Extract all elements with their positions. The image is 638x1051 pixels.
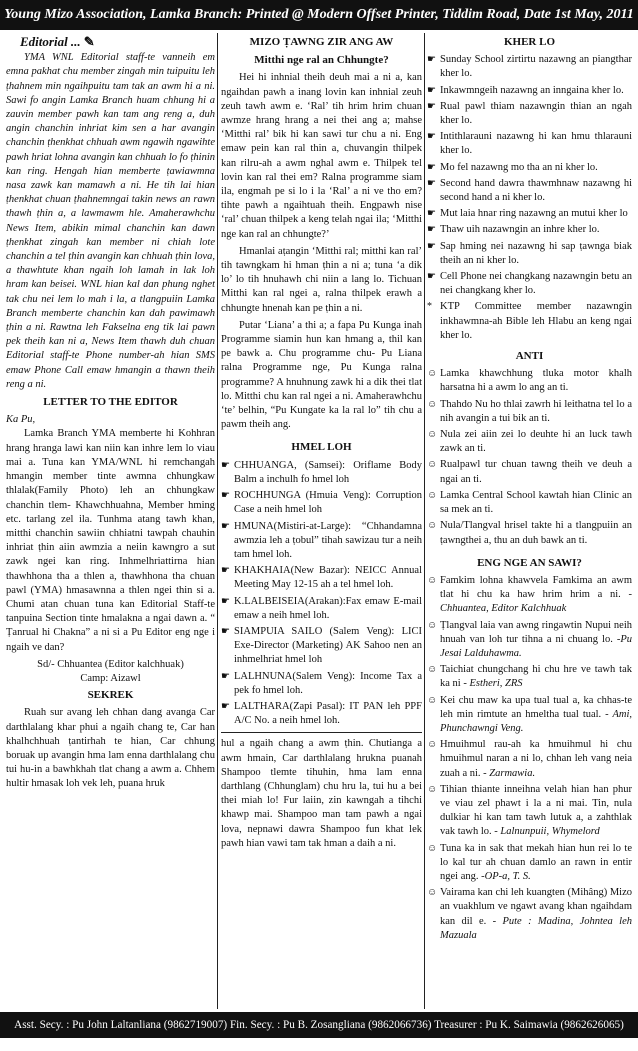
letter-title: LETTER TO THE EDITOR: [43, 396, 178, 409]
list-item: ☛ Sunday School zirtirtu nazawng an piangthar kher lo.: [427, 53, 632, 81]
list-item: ☛ K.LALBEISEIA(Arakan):Fax emaw E-mail emaw a neih hmel loh.: [221, 595, 422, 623]
smiley-icon: ☺: [427, 489, 438, 501]
smiley-icon: ☺: [427, 520, 438, 532]
list-item: ☺ Nula/Tlangval hrisel takte hi a tlangpuiin an ṭawngthei a, thu an duh bawk an ti.: [427, 519, 632, 547]
smiley-icon: ☺: [427, 574, 438, 586]
sekrek-body: Ruah sur avang leh chhan dang avanga Car darthlalang khar phui a ngaih chang te, Car han khalhchhuah ṭantirhah te hian, Car chhung boruak up avangin hma lam enna darthlalang chu tui hu-in a bawhkhah tlat chang a awm a. Chhem hultir hmasak loh vek leh, puana hruk: [6, 707, 215, 790]
masthead-text: Young Mizo Association, Lamka Branch: Printed @ Modern Offset Printer, Tiddim Road, Date 1st May, 2011: [4, 7, 634, 22]
pointer-icon: ☛: [221, 700, 230, 712]
list-item: ☺ Famkim lohna khawvela Famkima an awm tlat hi chu ka haw hrim hrim a ni. -Chhuantea, Editor Kalchhuak: [427, 574, 632, 617]
column-middle: [221, 33, 422, 1009]
sekrek-title: SEKREK: [87, 689, 134, 702]
mizo-tawng-paragraph: Hmanlai aṭangin ‘Mitthi ral; mitthi kan ral’ tih tawngkam hi hman ṭhin a ni a; tuna ‘a dik lo’ lo tih hnuhawh chi niin a lang lo. Tichuan Mitthi kan ral ngei a, ralna thilpek erawh a chhungte hnenah kan pe ṭhin a ni.: [221, 245, 422, 314]
pointer-icon: ☛: [221, 565, 230, 577]
list-item: ☺ Vairama kan chi leh kuangten (Mihâng) Mizo an vuakhlum ve ngawt avang khan ngaihdam kan dil e. - Pute : Madina, Johntea leh Mazuala: [427, 886, 632, 943]
column-left: [6, 33, 215, 1009]
anti-list: [427, 367, 632, 547]
list-item: ☛ Second hand dawra thawmhnaw nazawng hi second hand a ni kher lo.: [427, 177, 632, 205]
list-item: ☛ Intithlarauni nazawng hi kan hmu thlarauni kher lo.: [427, 130, 632, 158]
list-item: ☺ Lamka khawchhung tluka motor khalh harsatna hi a awm lo ang an ti.: [427, 367, 632, 395]
letter-salutation: Ka Pu,: [6, 414, 36, 426]
list-item: ☺ Kei chu maw ka upa tual tual a, ka chhas-te leh min rimtute an hmeltha tual tual. - Ami, Phunchawngi Veng.: [427, 694, 632, 737]
footer-text: Asst. Secy. : Pu John Laltanliana (9862719007) Fin. Secy. : Pu B. Zosangliana (9862066736) Treasurer : Pu K. Saimawia (9862626065): [14, 1019, 624, 1031]
list-item: ☛ Inkawmngeih nazawng an inngaina kher lo.: [427, 84, 632, 98]
list-item: ☺ Rualpawl tur chuan tawng theih ve deuh a ngai an ti.: [427, 458, 632, 486]
list-item: ☺ Hmuihmul rau-ah ka hmuihmul hi chu hmuihmul naran a ni lo, chhan leh vang neia zuah a ni. - Zarmawia.: [427, 738, 632, 781]
pointer-icon: ☛: [427, 84, 436, 96]
smiley-icon: ☺: [427, 398, 438, 410]
list-item: ☛ Thaw uih nazawngin an inhre kher lo.: [427, 223, 632, 237]
column-divider: [424, 33, 425, 1009]
smiley-icon: ☺: [427, 842, 438, 854]
list-item: ☛ ROCHHUNGA (Hmuia Veng): Corruption Case a neih hmel loh: [221, 489, 422, 517]
smiley-icon: ☺: [427, 694, 438, 706]
eng-nge-list: [427, 574, 632, 943]
eng-nge-title: ENG NGE AN SAWI?: [477, 556, 582, 569]
mizo-tawng-paragraph: Hei hi inhnial theih deuh mai a ni a, kan ngaihdan pawh a inang lovin kan inhnial zeuh zeuh tawh awm e. ‘Ral’ tih hrim hrim chuan awmze hrang hrang a nei thei ang a; mahse ‘Mitthi ral’ bik hi kan sawi tur chu a ni. Eng emaw pein kan ral thin a, chuvangin thilpek kan rilru-ah a awm nghal awm e. Thilpek tel lovin kan ral thei em? Ralna programme siam ila, engmah pe si lo i la ‘Ral’ a ni ve tho em? tihte pawh a ngaihtuah theih. Engpawh nise ‘ral’ chuan thilpek a keng telah ngai ila; ‘Mitthi nge kan ral an chhungte?’: [221, 72, 422, 240]
list-item: ☛ Mo fel nazawng mo tha an ni kher lo.: [427, 161, 632, 175]
pointer-icon: ☛: [221, 459, 230, 471]
pen-icon: ✎: [83, 34, 95, 49]
kher-lo-title: KHER LO: [503, 36, 556, 48]
list-item: ☺ Ṭlangval laia van awng ringawtin Nupui neih hnuah van loh tur tihna a ni chuang lo. -Pu Jesai Lalduhawma.: [427, 619, 632, 662]
editorial-heading: [20, 35, 215, 49]
pointer-icon: ☛: [427, 240, 436, 252]
masthead: [0, 0, 638, 30]
footer-bar: [0, 1012, 638, 1038]
mizo-tawng-subtitle: Mitthi nge ral an Chhungte?: [254, 54, 389, 67]
pointer-icon: ☛: [221, 595, 230, 607]
smiley-icon: ☺: [427, 739, 438, 751]
pointer-icon: ☛: [427, 100, 436, 112]
anti-title: ANTI: [515, 350, 544, 363]
editorial-title: Editorial ...: [20, 34, 81, 49]
column-divider: [217, 33, 218, 1009]
kher-lo-list: [427, 53, 632, 343]
pointer-icon: ☛: [427, 224, 436, 236]
smiley-icon: ☺: [427, 783, 438, 795]
smiley-icon: ☺: [427, 368, 438, 380]
mizo-tawng-paragraph: Putar ‘Liana’ a thi a; a fapa Pu Kunga inah Programme siamin hun kan hmang a, thil kan pe bawk a. Chu programme chu- Pu Liana ralna Programme nge, Pu Kunga ralna programme? A hnuhnung zawk hi a dik thei tlat lo. Mitthi chu kan ral ngei a ni. Amaherawhchu ‘te’ belhin, “Pu Kungate ka la ral lo” tih chu a pawm theih ang.: [221, 319, 422, 431]
list-item: ☛ LALHNUNA(Salem Veng): Income Tax a pek fo hmel loh.: [221, 670, 422, 698]
pointer-icon: ☛: [221, 520, 230, 532]
section-divider: [221, 732, 422, 733]
letter-body: Lamka Branch YMA memberte hi Kohhran hrang hranga lawi kan niin kan inhre lem lo viau mai a. Tuna kan YMA/WNL hi remchangah hmangin member tinte awmna chhungkaw thlalak(Family Photo) leh an chhungkaw chanchin tlem- Khawchhuahna, Member hming etc. tarlang zel ila. Tunhma atang tawh khan, mitthi chanchin sawiin chhiatni tawpah chauhin inhriat ṭhin aiin awmzia a neiin kawngro a sut zawk ngei kan ring. Inhmelhriattirna hian thawhhona tha a thlen a, thawhhona tha chuan pawl (YMA) hmasawnna a thlen ngei thin si a. Chumi atan chuan tuna kan Editorial Staff-te tanpuina Section tinte hmalakna a ngai dawn a. “ Ṭanrual hi Chakna” a ni si a Pu Editor eng nge i ngaih ve dan?: [6, 428, 215, 653]
smiley-icon: ☺: [427, 429, 438, 441]
mizo-tawng-title: MIZO ṬAWNG ZIR ANG AW: [249, 36, 394, 48]
letter-camp: Camp: Aizawl: [80, 672, 141, 684]
list-item: ☺ Lamka Central School kawtah hian Clinic an sa mek an ti.: [427, 489, 632, 517]
sekrek-continued: hul a ngaih chang a awm ṭhin. Chutianga a awm hmain, Car darthlalang hrukna puanah Shampoo tlemte tihuhin, hma lam enna darthlang (Chhunglam) chu hru la, tui hu a bei thei miah lo! Fur laiin, zin kawngah a tihchi khawp mai. Shampoo man tam pawh a ngai lova, nepnawi dawra Shampoo fun khat lek pawh hian vawi tam tak hman a daih a ni.: [221, 738, 422, 849]
hmel-loh-list: [221, 459, 422, 729]
letter-signature: Sd/- Chhuantea (Editor kalchhuak): [37, 658, 184, 670]
list-item: ☛ HMUNA(Mistiri-at-Large): “Chhandamna awmzia leh a ṭobul” tihah sawizau tur a neih tam hmel loh.: [221, 520, 422, 563]
list-item: ☛ Sap hming nei nazawng hi sap ṭawnga biak theih an ni kher lo.: [427, 240, 632, 268]
star-icon: *: [427, 301, 432, 313]
list-item: * KTP Committee member nazawngin inkhawmna-ah Bible leh Hlabu an keng ngai kher lo.: [427, 300, 632, 343]
list-item: ☛ Cell Phone nei changkang nazawngin betu an nei changkang kher lo.: [427, 270, 632, 298]
pointer-icon: ☛: [427, 177, 436, 189]
list-item: ☛ CHHUANGA, (Samsei): Oriflame Body Balm a inchulh fo hmel loh: [221, 459, 422, 487]
list-item: ☺ Tuna ka in sak that mekah hian hun rei lo te lo kal tur ah chuan damlo an rawn in entir ngei ang. -OP-a, T. S.: [427, 842, 632, 885]
list-item: ☺ Nula zei aiin zei lo deuhte hi an luck tawh zawk an ti.: [427, 428, 632, 456]
pointer-icon: ☛: [427, 208, 436, 220]
list-item: ☛ LALTHARA(Zapi Pasal): IT PAN leh PPF A/C No. a neih hmel loh.: [221, 700, 422, 728]
pointer-icon: ☛: [221, 490, 230, 502]
list-item: ☺ Taichiat chungchang hi chu hre ve tawh tak ka ni - Estheri, ZRS: [427, 663, 632, 691]
pointer-icon: ☛: [427, 161, 436, 173]
list-item: ☺ Thahdo Nu ho thlai zawrh hi leithatna tel lo a nih avangin a tui bik an ti.: [427, 398, 632, 426]
list-item: ☛ Rual pawl thiam nazawngin thian an ngah kher lo.: [427, 100, 632, 128]
pointer-icon: ☛: [221, 625, 230, 637]
pointer-icon: ☛: [221, 670, 230, 682]
smiley-icon: ☺: [427, 887, 438, 899]
pointer-icon: ☛: [427, 271, 436, 283]
list-item: ☛ KHAKHAIA(New Bazar): NEICC Annual Meeting May 12-15 ah a tel hmel loh.: [221, 564, 422, 592]
editorial-body: YMA WNL Editorial staff-te vanneih em emna pakhat chu member zingah min tuipuitu leh ṭhahnem min ngaihpuitu tam tak an awm hi a ni. Sawi fo angin Lamka Branch huam chhung hi a zauvin member pawh kan tam ang reng a, duh angin chanchin inhriat kim sen a har avangin chanchin ṭhenkhat chhuah awm ngawih ngawihte pawh hriat lohna avangin kan chhuah lo fo ṭhinin kan ring. Hengah hian memberte ṭawiawmna nasa zawk kan mamawh a ni. He tih lai hian ṭhenkhat chuan ṭhahnemngai takin news an rawn thawh ṭhin a, a lawmawm hle. Amaherawhchu News Item, abikin mimal chanchin kan dawn ṭhenkhat zingah kan member ni chiah lote chanchin a tel ṭhin avangin kan chhuah ṭhin lova, a thawhtute khan ngaih loh lamah in lak loh hram kan beisei. WNL hian kal dan phung nghet tak chu nei lem lo mah i la, a tlangpuiin Lamka Branch memberte chanchin kan dah pawimawh ṭhin a ni. Rawtna leh Fakselna eng tik lai pawn pek theih kan ni a, News Item thawh duh chuan Editorial staff-te Phone number-ah hian SMS emaw Phone Call emaw hmangin a thawn theih reng a ni.: [6, 52, 215, 390]
column-right: [427, 33, 632, 1009]
smiley-icon: ☺: [427, 619, 438, 631]
pointer-icon: ☛: [427, 131, 436, 143]
smiley-icon: ☺: [427, 664, 438, 676]
smiley-icon: ☺: [427, 459, 438, 471]
hmel-loh-title: HMEL LOH: [291, 441, 352, 454]
pointer-icon: ☛: [427, 54, 436, 66]
list-item: ☺ Tihian thiante inneihna velah hian han phur ve viau zel phawt i la a ni mai. Tin, nula dulkiar hi kan tam tawh lutuk a, a zahthlak vak tawh lo. - Lalnunpuii, Whymelord: [427, 783, 632, 840]
list-item: ☛ SIAMPUIA SAILO (Salem Veng): LICI Exe-Director (Marketing) AK Sahoo nen an inhmelhriat hmel loh: [221, 625, 422, 668]
list-item: ☛ Mut laia hnar ring nazawng an mutui kher lo: [427, 207, 632, 221]
